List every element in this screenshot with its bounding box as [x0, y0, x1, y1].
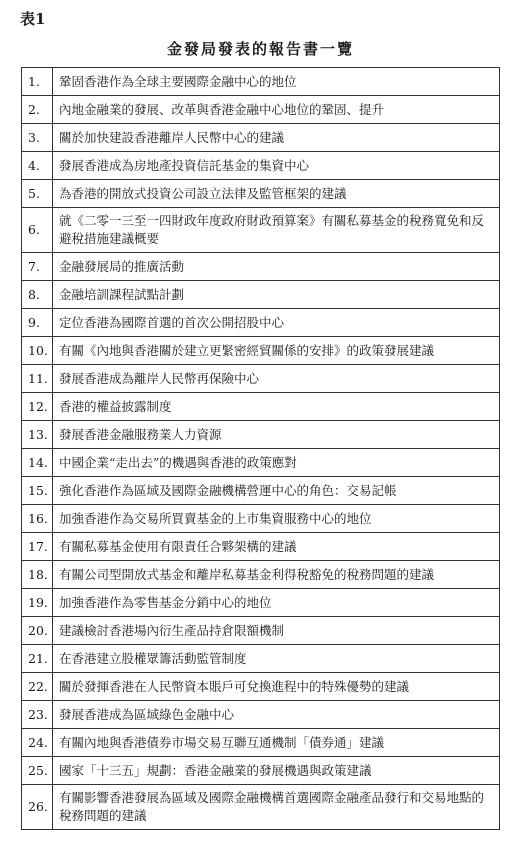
- report-title: 關於加快建設香港離岸人民幣中心的建議: [53, 124, 500, 152]
- report-table-body: [22, 68, 500, 830]
- row-number: 1.: [22, 68, 53, 96]
- report-title: 有關私募基金使用有限責任合夥架構的建議: [53, 533, 500, 561]
- row-number: 18.: [22, 561, 53, 589]
- row-number: 25.: [22, 757, 53, 785]
- table-row: [22, 505, 500, 533]
- table-row: [22, 729, 500, 757]
- row-number: 7.: [22, 253, 53, 281]
- report-title: 中國企業“走出去”的機遇與香港的政策應對: [53, 449, 500, 477]
- row-number: 11.: [22, 365, 53, 393]
- report-title: 有關內地與香港債券市場交易互聯互通機制「債券通」建議: [53, 729, 500, 757]
- table-row: [22, 68, 500, 96]
- row-number: 6.: [22, 208, 53, 253]
- table-row: [22, 365, 500, 393]
- report-title: 加強香港作為交易所買賣基金的上市集資服務中心的地位: [53, 505, 500, 533]
- table-row: [22, 673, 500, 701]
- report-title: 金融培訓課程試點計劃: [53, 281, 500, 309]
- report-title: 鞏固香港作為全球主要國際金融中心的地位: [53, 68, 500, 96]
- report-title: 發展香港成為離岸人民幣再保險中心: [53, 365, 500, 393]
- table-row: [22, 337, 500, 365]
- report-title: 有關公司型開放式基金和離岸私募基金利得稅豁免的稅務問題的建議: [53, 561, 500, 589]
- row-number: 16.: [22, 505, 53, 533]
- row-number: 22.: [22, 673, 53, 701]
- table-row: [22, 180, 500, 208]
- row-number: 4.: [22, 152, 53, 180]
- row-number: 14.: [22, 449, 53, 477]
- report-title: 有關《內地與香港關於建立更緊密經貿關係的安排》的政策發展建議: [53, 337, 500, 365]
- report-title: 為香港的開放式投資公司設立法律及監管框架的建議: [53, 180, 500, 208]
- table-row: [22, 152, 500, 180]
- row-number: 21.: [22, 645, 53, 673]
- table-row: [22, 589, 500, 617]
- table-row: [22, 393, 500, 421]
- row-number: 2.: [22, 96, 53, 124]
- report-title: 發展香港金融服務業人力資源: [53, 421, 500, 449]
- document-title: 金發局發表的報告書一覽: [166, 40, 354, 58]
- report-title: 金融發展局的推廣活動: [53, 253, 500, 281]
- row-number: 20.: [22, 617, 53, 645]
- report-title: 發展香港成為房地產投資信託基金的集資中心: [53, 152, 500, 180]
- table-row: [22, 309, 500, 337]
- row-number: 13.: [22, 421, 53, 449]
- report-title: 有關影響香港發展為區域及國際金融機構首選國際金融產品發行和交易地點的稅務問題的建議: [53, 785, 500, 830]
- table-row: [22, 449, 500, 477]
- table-row: [22, 757, 500, 785]
- row-number: 24.: [22, 729, 53, 757]
- table-row: [22, 421, 500, 449]
- report-table: [21, 67, 500, 830]
- table-row: [22, 533, 500, 561]
- table-row: [22, 124, 500, 152]
- table-row: [22, 701, 500, 729]
- row-number: 23.: [22, 701, 53, 729]
- report-title: 國家「十三五」規劃：香港金融業的發展機遇與政策建議: [53, 757, 500, 785]
- row-number: 3.: [22, 124, 53, 152]
- table-row: [22, 785, 500, 830]
- row-number: 15.: [22, 477, 53, 505]
- report-title: 在香港建立股權眾籌活動監管制度: [53, 645, 500, 673]
- table-row: [22, 477, 500, 505]
- report-title: 關於發揮香港在人民幣資本賬戶可兌換進程中的特殊優勢的建議: [53, 673, 500, 701]
- table-row: [22, 617, 500, 645]
- report-title: 香港的權益披露制度: [53, 393, 500, 421]
- table-row: [22, 561, 500, 589]
- report-title: 加強香港作為零售基金分銷中心的地位: [53, 589, 500, 617]
- report-title: 發展香港成為區域綠色金融中心: [53, 701, 500, 729]
- report-title: 就《二零一三至一四財政年度政府財政預算案》有關私募基金的稅務寬免和反避稅措施建議概要: [53, 208, 500, 253]
- table-row: [22, 96, 500, 124]
- table-row: [22, 281, 500, 309]
- row-number: 26.: [22, 785, 53, 830]
- row-number: 17.: [22, 533, 53, 561]
- row-number: 9.: [22, 309, 53, 337]
- row-number: 10.: [22, 337, 53, 365]
- table-row: [22, 208, 500, 253]
- report-title: 強化香港作為區域及國際金融機構營運中心的角色：交易記帳: [53, 477, 500, 505]
- table-row: [22, 645, 500, 673]
- table-label: 表1: [20, 10, 46, 28]
- row-number: 8.: [22, 281, 53, 309]
- table-row: [22, 253, 500, 281]
- report-title: 定位香港為國際首選的首次公開招股中心: [53, 309, 500, 337]
- row-number: 5.: [22, 180, 53, 208]
- report-title: 建議檢討香港場內衍生產品持倉限額機制: [53, 617, 500, 645]
- row-number: 19.: [22, 589, 53, 617]
- row-number: 12.: [22, 393, 53, 421]
- report-title: 內地金融業的發展、改革與香港金融中心地位的鞏固、提升: [53, 96, 500, 124]
